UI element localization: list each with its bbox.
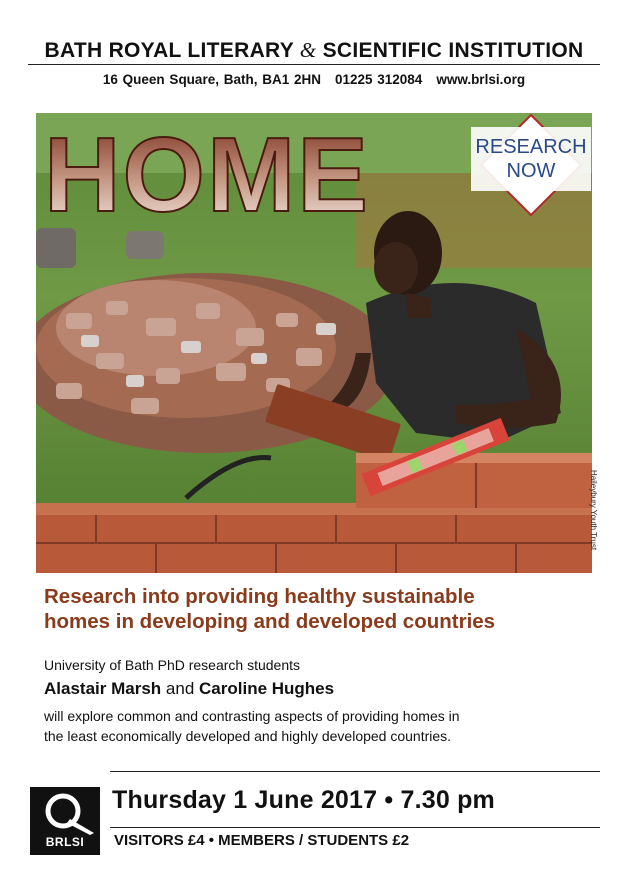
badge-line1: RESEARCH [475,136,587,158]
poster-photo [36,113,592,573]
photo-illustration [36,113,592,573]
headline [44,584,604,634]
footer-divider-middle [110,827,600,828]
header-divider [28,64,600,65]
contact-line [0,72,628,87]
address: 16 Queen Square, Bath, BA1 2HN [102,72,321,87]
event-date-time: Thursday 1 June 2017 • 7.30 pm [112,786,495,814]
description-line2: the least economically developed and highly developed countries. [44,728,452,744]
intro-text: University of Bath PhD research students [44,657,301,673]
website-link[interactable]: www.brlsi.org [436,72,526,87]
description-line1: will explore common and contrasting aspects of providing homes in [44,708,460,724]
badge-line2: NOW [506,160,556,182]
photo-credit-text: Haileybury Youth Trust [589,470,598,551]
institution-name-part2: SCIENTIFIC INSTITUTION [322,39,584,62]
ticket-prices: VISITORS £4 • MEMBERS / STUDENTS £2 [114,832,410,849]
speaker-1: Alastair Marsh [44,679,162,698]
footer-divider-top [110,771,600,772]
speaker-conjunction: and [165,679,195,698]
ampersand: & [299,38,317,62]
speaker-2: Caroline Hughes [199,679,335,698]
poster-title: HOME [44,116,370,234]
brlsi-logo [30,787,100,855]
phone-number: 01225 312084 [334,72,423,87]
logo-text: BRLSI [45,835,85,849]
quill-icon [30,789,100,835]
photo-credit [588,470,600,570]
speakers-line [44,679,334,699]
institution-name-part1: BATH ROYAL LITERARY [44,39,294,62]
headline-line1: Research into providing healthy sustainable [44,585,475,608]
description [44,706,584,746]
institution-name [0,38,628,63]
headline-line2: homes in developing and developed countries [44,610,496,633]
